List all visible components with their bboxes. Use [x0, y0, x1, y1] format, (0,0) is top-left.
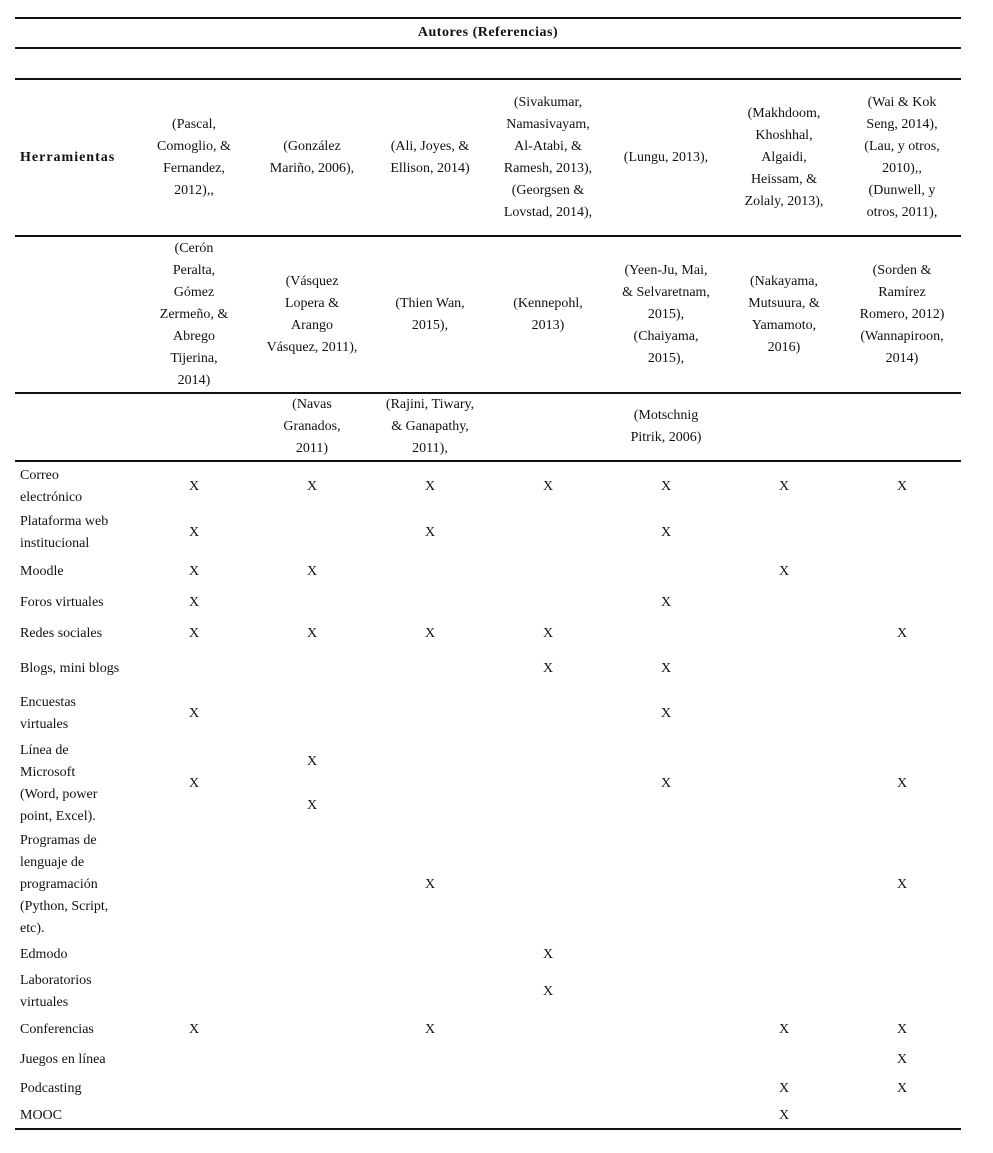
- usage-mark-cell: X: [896, 1052, 908, 1067]
- tool-row: [15, 618, 961, 650]
- author-reference-cell: (Lungu, 2013),: [607, 79, 725, 236]
- usage-mark-cell: X X: [306, 754, 318, 813]
- usage-mark-cell: [607, 1103, 725, 1129]
- usage-mark-cell: [607, 1075, 725, 1103]
- tool-row: [15, 555, 961, 588]
- author-reference-row: [15, 393, 961, 461]
- usage-mark-cell: [253, 511, 371, 555]
- usage-mark-cell: [725, 688, 843, 740]
- usage-mark-cell: X: [188, 595, 200, 610]
- usage-mark-cell: [607, 941, 725, 968]
- author-reference-cell: (Rajini, Tiwary, & Ganapathy, 2011),: [371, 393, 489, 461]
- usage-mark-cell: X: [778, 563, 790, 579]
- usage-mark-cell: X: [424, 1022, 436, 1037]
- tool-row: [15, 968, 961, 1015]
- usage-mark-cell: X: [896, 1081, 908, 1096]
- usage-mark-cell: X: [896, 626, 908, 641]
- author-reference-cell: [489, 393, 607, 461]
- tool-row: [15, 588, 961, 618]
- usage-mark-cell: X: [660, 776, 672, 791]
- tool-row: [15, 1015, 961, 1045]
- tool-row: [15, 688, 961, 740]
- usage-mark-cell: [489, 1075, 607, 1103]
- usage-mark-cell: X: [660, 525, 672, 540]
- usage-mark-cell: [607, 968, 725, 1015]
- author-reference-cell: (Ali, Joyes, & Ellison, 2014): [371, 79, 489, 236]
- tool-name: Conferencias: [20, 1022, 94, 1037]
- author-reference-row: [15, 79, 961, 236]
- usage-mark-cell: [725, 941, 843, 968]
- usage-mark-cell: [371, 555, 489, 588]
- usage-mark-cell: X: [424, 478, 436, 494]
- usage-mark-cell: X: [542, 661, 554, 676]
- usage-mark-cell: [135, 650, 253, 688]
- usage-mark-cell: [371, 740, 489, 828]
- author-reference-cell: (Yeen-Ju, Mai, & Selvaretnam, 2015), (Chaiyama, 2015),: [607, 236, 725, 393]
- author-reference-cell: (Kennepohl, 2013): [489, 236, 607, 393]
- tool-name: Programas de lenguaje de programación (Python, Script, etc).: [20, 832, 109, 936]
- usage-mark-cell: X: [424, 876, 436, 892]
- author-reference-cell: (Sivakumar, Namasivayam, Al-Atabi, & Ramesh, 2013), (Georgsen & Lovstad, 2014),: [489, 79, 607, 236]
- tool-name: Edmodo: [20, 946, 68, 962]
- usage-mark-cell: [371, 1103, 489, 1129]
- usage-mark-cell: X: [306, 563, 318, 579]
- tool-row: [15, 1045, 961, 1075]
- usage-mark-cell: X: [660, 478, 672, 494]
- usage-mark-cell: [489, 1103, 607, 1129]
- author-reference-cell: (González Mariño, 2006),: [253, 79, 371, 236]
- row-header-label: Herramientas: [15, 79, 135, 236]
- references-table-container: [15, 17, 961, 1130]
- author-reference-cell: [135, 393, 253, 461]
- usage-mark-cell: [489, 511, 607, 555]
- usage-mark-cell: [135, 828, 253, 941]
- author-reference-cell: (Wai & Kok Seng, 2014), (Lau, y otros, 2010),, (Dunwell, y otros, 2011),: [843, 79, 961, 236]
- tool-row: [15, 740, 961, 828]
- tool-row: [15, 828, 961, 941]
- table-title-row: [15, 18, 961, 48]
- usage-mark-cell: [371, 941, 489, 968]
- tool-row: [15, 650, 961, 688]
- usage-mark-cell: [489, 1015, 607, 1045]
- usage-mark-cell: [371, 1075, 489, 1103]
- usage-mark-cell: X: [660, 595, 672, 610]
- tool-row: [15, 1075, 961, 1103]
- tool-name: Juegos en línea: [20, 1052, 106, 1067]
- usage-mark-cell: [135, 941, 253, 968]
- usage-mark-cell: [253, 1075, 371, 1103]
- usage-mark-cell: X: [188, 1022, 200, 1037]
- usage-mark-cell: [489, 688, 607, 740]
- tool-name: Plataforma web institucional: [20, 514, 109, 551]
- usage-mark-cell: X: [188, 563, 200, 579]
- tool-row: [15, 1103, 961, 1129]
- usage-mark-cell: X: [778, 1081, 790, 1096]
- usage-mark-cell: X: [660, 661, 672, 676]
- usage-mark-cell: X: [542, 478, 554, 494]
- tool-name: Correo electrónico: [20, 467, 83, 505]
- usage-mark-cell: [725, 828, 843, 941]
- usage-mark-cell: [607, 1015, 725, 1045]
- usage-mark-cell: [253, 588, 371, 618]
- usage-mark-cell: X: [896, 1022, 908, 1037]
- usage-mark-cell: X: [188, 478, 200, 494]
- usage-mark-cell: [607, 555, 725, 588]
- usage-mark-cell: X: [660, 706, 672, 721]
- author-reference-cell: (Vásquez Lopera & Arango Vásquez, 2011),: [253, 236, 371, 393]
- usage-mark-cell: [253, 968, 371, 1015]
- author-reference-row: [15, 236, 961, 393]
- tool-name: Línea de Microsoft (Word, power point, Excel).: [20, 743, 98, 824]
- usage-mark-cell: [135, 968, 253, 1015]
- author-reference-cell: (Nakayama, Mutsuura, & Yamamoto, 2016): [725, 236, 843, 393]
- usage-mark-cell: [253, 1045, 371, 1075]
- usage-mark-cell: X: [542, 946, 554, 962]
- usage-mark-cell: [489, 555, 607, 588]
- author-reference-cell: (Pascal, Comoglio, & Fernandez, 2012),,: [135, 79, 253, 236]
- usage-mark-cell: X: [188, 776, 200, 791]
- empty-cell: [15, 393, 135, 461]
- usage-mark-cell: [371, 588, 489, 618]
- usage-mark-cell: [843, 650, 961, 688]
- table-title: Autores (Referencias): [15, 18, 961, 48]
- usage-mark-cell: X: [896, 776, 908, 791]
- usage-mark-cell: X: [424, 626, 436, 641]
- usage-mark-cell: X: [188, 706, 200, 721]
- usage-mark-cell: [135, 1075, 253, 1103]
- usage-mark-cell: [843, 511, 961, 555]
- usage-mark-cell: X: [306, 478, 318, 494]
- usage-mark-cell: X: [188, 626, 200, 641]
- usage-mark-cell: [253, 941, 371, 968]
- tool-name: Redes sociales: [20, 626, 103, 641]
- usage-mark-cell: [725, 1045, 843, 1075]
- author-reference-cell: (Thien Wan, 2015),: [371, 236, 489, 393]
- usage-mark-cell: X: [896, 876, 908, 892]
- usage-mark-cell: [843, 688, 961, 740]
- usage-mark-cell: [253, 688, 371, 740]
- usage-mark-cell: X: [542, 983, 554, 999]
- usage-mark-cell: [371, 650, 489, 688]
- usage-mark-cell: X: [896, 478, 908, 494]
- usage-mark-cell: [843, 1103, 961, 1129]
- tool-row: [15, 511, 961, 555]
- usage-mark-cell: X: [778, 478, 790, 494]
- usage-mark-cell: [725, 650, 843, 688]
- usage-mark-cell: X: [306, 626, 318, 641]
- usage-mark-cell: [135, 1045, 253, 1075]
- tool-name: Laboratorios virtuales: [20, 972, 92, 1010]
- author-reference-cell: (Motschnig Pitrik, 2006): [607, 393, 725, 461]
- usage-mark-cell: [489, 828, 607, 941]
- usage-mark-cell: X: [542, 626, 554, 641]
- tool-name: Moodle: [20, 563, 64, 579]
- author-reference-cell: (Navas Granados, 2011): [253, 393, 371, 461]
- author-reference-cell: [843, 393, 961, 461]
- usage-mark-cell: [489, 1045, 607, 1075]
- tool-name: Podcasting: [20, 1081, 82, 1096]
- usage-mark-cell: X: [725, 1103, 843, 1129]
- usage-mark-cell: [489, 588, 607, 618]
- tool-name: Encuestas virtuales: [20, 695, 76, 732]
- usage-mark-cell: [607, 1045, 725, 1075]
- tool-name: Foros virtuales: [20, 595, 104, 610]
- usage-mark-cell: [371, 688, 489, 740]
- usage-mark-cell: X: [188, 525, 200, 540]
- author-reference-cell: (Cerón Peralta, Gómez Zermeño, & Abrego Tijerina, 2014): [135, 236, 253, 393]
- tool-row: [15, 461, 961, 511]
- author-reference-cell: (Makhdoom, Khoshhal, Algaidi, Heissam, & Zolaly, 2013),: [725, 79, 843, 236]
- author-reference-cell: [725, 393, 843, 461]
- usage-mark-cell: [843, 941, 961, 968]
- usage-mark-cell: [725, 968, 843, 1015]
- blank-row: [15, 48, 961, 79]
- usage-mark-cell: [371, 968, 489, 1015]
- usage-mark-cell: [725, 618, 843, 650]
- usage-mark-cell: [371, 1045, 489, 1075]
- author-reference-cell: (Sorden & Ramírez Romero, 2012) (Wannapiroon, 2014): [843, 236, 961, 393]
- usage-mark-cell: X: [778, 1022, 790, 1037]
- usage-mark-cell: [489, 740, 607, 828]
- tool-name: Blogs, mini blogs: [20, 661, 120, 676]
- usage-mark-cell: [843, 555, 961, 588]
- tools-by-authors-table: [15, 17, 961, 1130]
- usage-mark-cell: [253, 1103, 371, 1129]
- usage-mark-cell: [725, 511, 843, 555]
- usage-mark-cell: X: [424, 525, 436, 540]
- usage-mark-cell: [607, 618, 725, 650]
- empty-cell: [15, 236, 135, 393]
- usage-mark-cell: [843, 968, 961, 1015]
- usage-mark-cell: [725, 588, 843, 618]
- usage-mark-cell: [253, 650, 371, 688]
- tool-row: [15, 941, 961, 968]
- tool-name: MOOC: [15, 1103, 135, 1129]
- usage-mark-cell: [135, 1103, 253, 1129]
- usage-mark-cell: [253, 1015, 371, 1045]
- usage-mark-cell: [607, 828, 725, 941]
- usage-mark-cell: [253, 828, 371, 941]
- usage-mark-cell: [843, 588, 961, 618]
- usage-mark-cell: [725, 740, 843, 828]
